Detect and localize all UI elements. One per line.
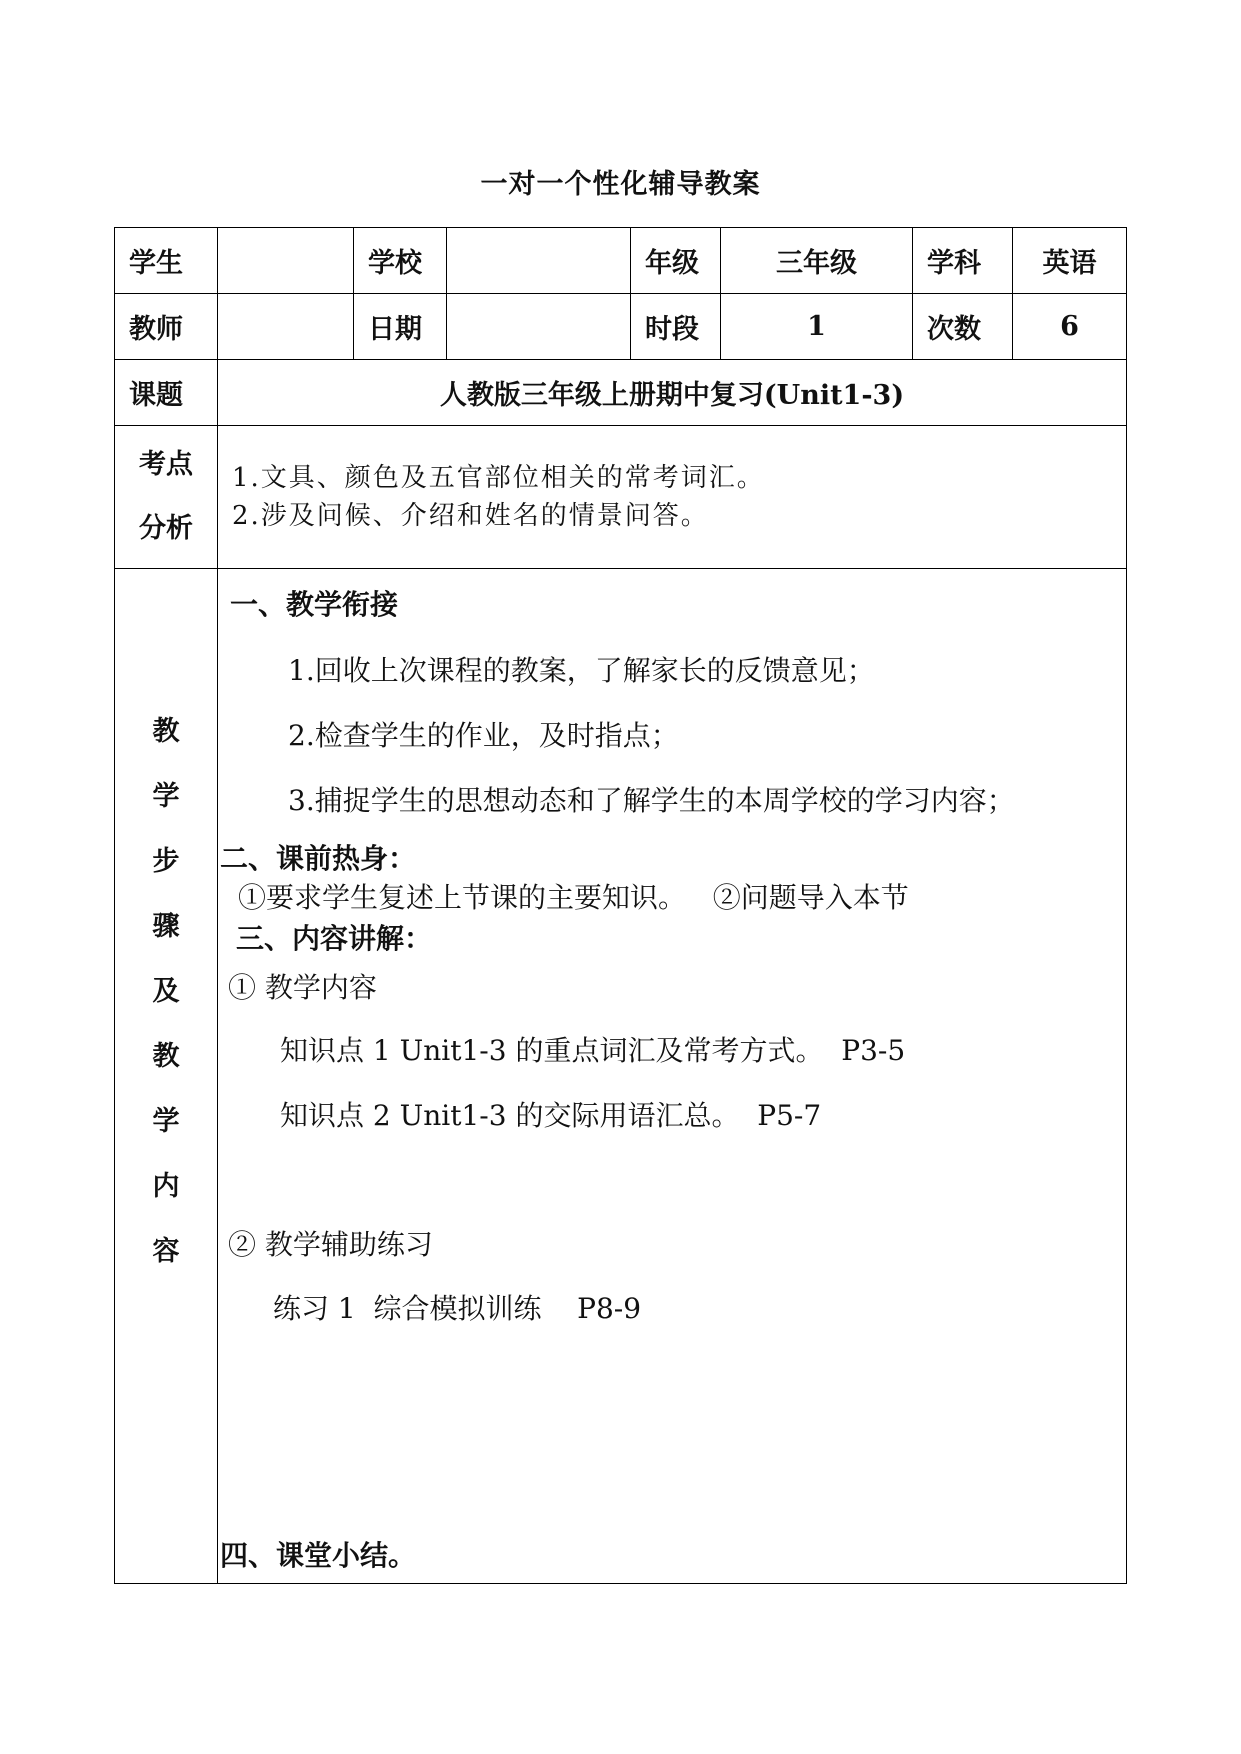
grade-label: 年级 bbox=[631, 228, 721, 294]
sub1-item: 知识点 2 Unit1-3 的交际用语汇总。 P5-7 bbox=[280, 1099, 822, 1132]
subject-label: 学科 bbox=[913, 228, 1013, 294]
sub2-title: ② 教学辅助练习 bbox=[228, 1228, 433, 1261]
steps-label-char: 骤 bbox=[152, 911, 180, 942]
topic-row bbox=[115, 360, 1127, 426]
grade-value: 三年级 bbox=[721, 228, 913, 294]
school-field[interactable] bbox=[447, 228, 631, 294]
section2-title: 二、课前热身： bbox=[220, 842, 417, 875]
student-label: 学生 bbox=[115, 228, 218, 294]
steps-label-char: 容 bbox=[152, 1236, 180, 1267]
analysis-content bbox=[218, 426, 1127, 569]
steps-label-char: 及 bbox=[152, 976, 180, 1007]
section1-item: 1.回收上次课程的教案，了解家长的反馈意见； bbox=[288, 654, 875, 687]
sub2-item: 练习 1 综合模拟训练 P8-9 bbox=[273, 1292, 642, 1325]
analysis-row bbox=[115, 426, 1127, 569]
steps-row bbox=[115, 569, 1127, 1584]
topic-label: 课题 bbox=[115, 360, 218, 426]
section2-line: ①要求学生复述上节课的主要知识。 ②问题导入本节 bbox=[238, 881, 909, 914]
sub1-item: 知识点 1 Unit1-3 的重点词汇及常考方式。 P3-5 bbox=[280, 1034, 906, 1067]
section1-item: 3.捕捉学生的思想动态和了解学生的本周学校的学习内容； bbox=[288, 784, 1015, 817]
date-label: 日期 bbox=[354, 294, 447, 360]
analysis-item: 2.涉及问候、介绍和姓名的情景问答。 bbox=[232, 501, 709, 531]
teacher-label: 教师 bbox=[115, 294, 218, 360]
steps-label-char: 教 bbox=[152, 1041, 180, 1072]
sub1-title: ① 教学内容 bbox=[228, 971, 377, 1004]
analysis-label-line1: 考点 bbox=[139, 449, 193, 480]
count-value: 6 bbox=[1013, 294, 1127, 360]
teacher-field[interactable] bbox=[218, 294, 354, 360]
page-title: 一对一个性化辅导教案 bbox=[480, 169, 761, 200]
analysis-label bbox=[115, 426, 218, 569]
analysis-item: 1.文具、颜色及五官部位相关的常考词汇。 bbox=[232, 463, 765, 493]
info-row-2 bbox=[115, 294, 1127, 360]
section3-title: 三、内容讲解： bbox=[236, 922, 433, 955]
section1-title: 一、教学衔接 bbox=[230, 588, 399, 621]
steps-label-char: 步 bbox=[152, 846, 180, 877]
lesson-plan-table bbox=[114, 227, 1127, 1584]
steps-label-char: 学 bbox=[152, 781, 180, 812]
steps-content bbox=[218, 569, 1127, 1584]
steps-label-char: 内 bbox=[152, 1171, 180, 1202]
steps-label-char: 学 bbox=[152, 1106, 180, 1137]
school-label: 学校 bbox=[354, 228, 447, 294]
steps-label-char: 教 bbox=[152, 716, 180, 747]
topic-value: 人教版三年级上册期中复习(Unit1-3) bbox=[218, 360, 1127, 426]
subject-value: 英语 bbox=[1013, 228, 1127, 294]
section1-item: 2.检查学生的作业，及时指点； bbox=[288, 719, 679, 752]
student-field[interactable] bbox=[218, 228, 354, 294]
section4-title: 四、课堂小结。 bbox=[220, 1539, 417, 1572]
date-field[interactable] bbox=[447, 294, 631, 360]
period-value: 1 bbox=[721, 294, 913, 360]
steps-label bbox=[115, 569, 218, 1584]
period-label: 时段 bbox=[631, 294, 721, 360]
count-label: 次数 bbox=[913, 294, 1013, 360]
analysis-label-line2: 分析 bbox=[139, 513, 193, 544]
info-row-1 bbox=[115, 228, 1127, 294]
